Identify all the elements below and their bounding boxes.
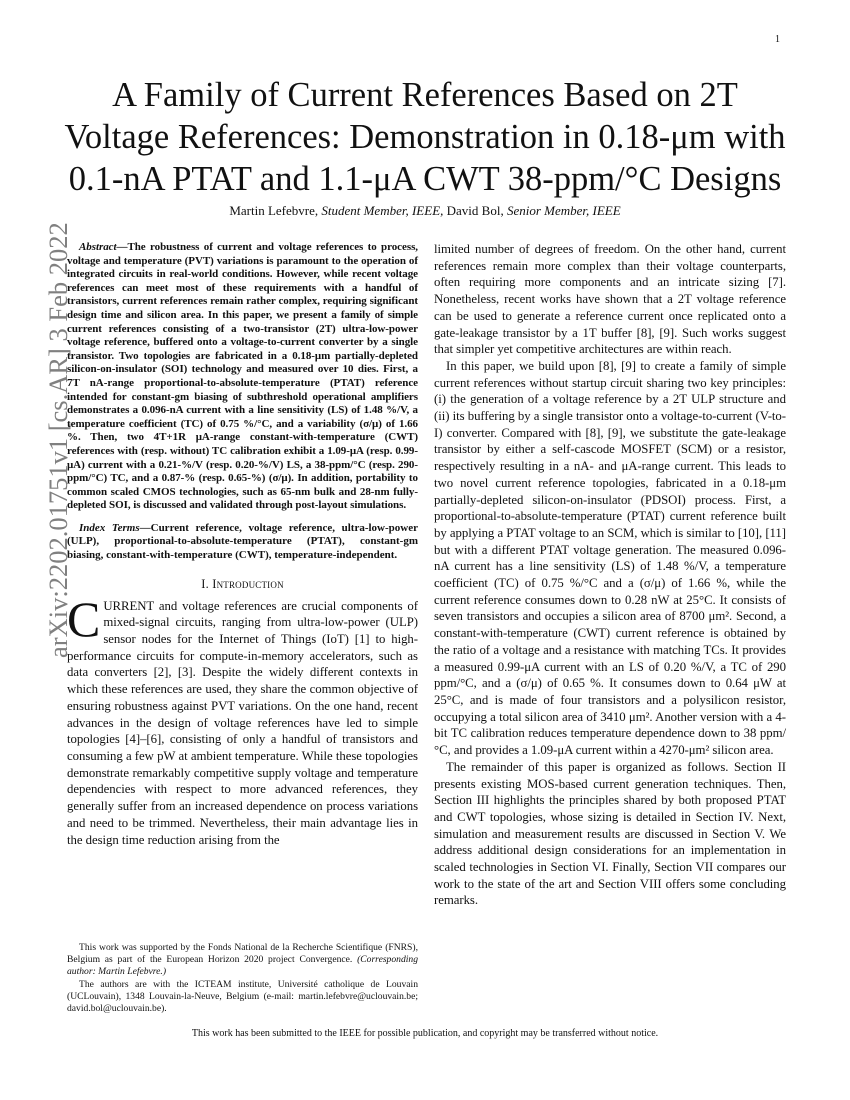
index-terms [67, 522, 418, 563]
intro-paragraph [67, 590, 418, 849]
author-membership: Student Member, IEEE, [321, 203, 444, 218]
index-terms-label: Index Terms [79, 521, 140, 534]
body-paragraph: The remainder of this paper is organized as follows. Section II presents existing MOS-based current generation techniques. Then, Section III highlights the principles shared by both proposed PTAT and CWT topologies, whose sizing is detailed in Section IV. Next, simulation and measurement results are discussed in Section V. We address additional design considerations for an implementation in scaled technologies in Section VI. Finally, Section VII compares our work to the state of the art and Section VIII offers some concluding remarks. [434, 759, 786, 908]
section-heading: I. Introduction [201, 576, 284, 591]
author-name: David Bol, [446, 203, 504, 218]
paper-title: A Family of Current References Based on 2T Voltage References: Demonstration in 0.18-μm with 0.1-nA PTAT and 1.1-μA CWT 38-ppm/°C Designs [64, 76, 786, 198]
funding-footnote-text: This work was supported by the Fonds National de la Recherche Scientifique (FNRS), Belgium as part of the European Horizon 2020 project Convergence. [67, 942, 418, 965]
abstract-text: —The robustness of current and voltage references to process, voltage and temperature (PVT) variations is paramount to the operation of integrated circuits in real-world conditions. However, while recent voltage references can meet most of these requirements with a handful of transistors, current references remain rather complex, requiring significant design time and silicon area. In this paper, we present a family of simple current references consisting of a two-transistor (2T) ultra-low-power voltage reference, buffered onto a voltage-to-current converter by a single transistor. Two topologies are fabricated in a 0.18-μm partially-depleted silicon-on-insulator (SOI) technology and measured over 10 dies. First, a 7T nA-range proportional-to-absolute-temperature (PTAT) reference intended for constant-gm biasing of subthreshold operational amplifiers demonstrates a 0.096-nA current with a line sensitivity (LS) of 1.48 %/V, a temperature coefficient (TC) of 0.75 %/°C, and a variability (σ/μ) of 1.66 %. Then, two 4T+1R μA-range constant-with-temperature (CWT) references with (resp. without) TC calibration exhibit a 1.09-μA (resp. 0.99-μA) current with a 0.21-%/V (resp. 0.20-%/V) LS, a 38-ppm/°C (resp. 290-ppm/°C) TC, and a 0.87-% (resp. 0.65-%) (σ/μ). In addition, portability to common scaled CMOS technologies, such as 65-nm bulk and 28-nm fully-depleted SOI, is discussed and validated through post-layout simulations. [67, 241, 418, 512]
footnotes [67, 942, 418, 1015]
abstract-label: Abstract [79, 241, 117, 253]
author-line [60, 203, 790, 219]
page-number: 1 [775, 34, 780, 45]
affiliation-footnote: The authors are with the ICTEAM institute, Université catholique de Louvain (UCLouvain), 1348 Louvain-la-Neuve, Belgium (e-mail: martin.lefebvre@uclouvain.be; david.bol@uclouvain.be). [67, 979, 418, 1014]
copyright-footer: This work has been submitted to the IEEE for possible publication, and copyright may be transferred without notice. [191, 1028, 659, 1039]
index-terms-text: —Current reference, voltage reference, ultra-low-power (ULP), proportional-to-absolute-temperature (PTAT), constant-gm biasing, constant-with-temperature (CWT), temperature-independent. [67, 521, 418, 562]
intro-paragraph-text: URRENT and voltage references are crucial components of mixed-signal circuits, ranging from ultra-low-power (ULP) sensor nodes for the Internet of Things (IoT) [1] to high-performance circuits for compute-in-memory accelerators, such as data converters [2], [3]. Despite the widely different contexts in which these references are used, they share the common objective of ensuring robustness against PVT variations. On the one hand, recent advances in the design of voltage references have led to simple topologies [4]–[6], consisting of only a handful of transistors and consuming a few pW at ambient temperature. While these topologies demonstrate remarkably competitive supply voltage and temperature dependencies with respect to more advanced references, they generally suffer from an increased dependence on process variations and need to be trimmed. Nevertheless, their main advantage lies in the design time reduction arising from the [67, 598, 418, 847]
body-paragraph: In this paper, we build upon [8], [9] to create a family of simple current references without startup circuit sharing two key principles: (i) the generation of a voltage reference by a 2T ULP structure and (ii) its buffering by a single transistor onto a voltage-to-current (V-to-I) converter. Compared with [8], [9], we substitute the gate-leakage transistor by either a self-cascode MOSFET (SCM) or a resistor, respectively resulting in a nA- and μA-range current. This leads to two novel current reference topologies, fabricated in a 0.18-μm partially-depleted silicon-on-insulator (PDSOI) process. First, a proportional-to-absolute-temperature (PTAT) current reference built by applying a PTAT voltage to an SCM, which is similar to [10], [11] but with a different PTAT voltage generation. The measured 0.096-nA current has a line sensitivity (LS) of 1.48 %/V, a temperature coefficient (TC) of 0.75 %/°C and a (σ/μ) of 1.66 %, while the current reference consumes down to 0.28 nW at 25°C. It consists of seven transistors and occupies a silicon area of 8700 μm². Second, a constant-with-temperature (CWT) current reference is obtained by the ratio of a voltage and a resistance with matching TCs. It provides a measured 0.99-μA current with an LS of 0.20 %/V, a TC of 290 ppm/°C, and a (σ/μ) of 0.65 %. It consumes down to 0.64 μW at 25°C, and is made of four transistors and a polysilicon resistor, occupying a total silicon area of 3410 μm². Another version with a 4-bit TC calibration reduces temperature dependence down to 38 ppm/°C, and provides a 1.09-μA current within a 4270-μm² silicon area. [434, 358, 786, 758]
right-column [434, 241, 786, 909]
author-membership: Senior Member, IEEE [506, 203, 621, 218]
author-name: Martin Lefebvre, [229, 203, 319, 218]
drop-cap: C [67, 590, 101, 647]
left-column [67, 241, 418, 848]
body-paragraph: limited number of degrees of freedom. On the other hand, current references remain more complex than their voltage counterparts, often requiring more components and an intricate sizing [7]. Nonetheless, recent works have shown that a 2T voltage reference can be used to generate a reference current once replicated onto a gate-leakage transistor by a 1T buffer [8], [9]. Such works suggest that simpler yet competitive architectures are within reach. [434, 242, 786, 357]
arxiv-identifier-stamp[interactable]: arXiv:2202.01751v1 [cs.AR] 3 Feb 2022 [43, 222, 73, 658]
abstract [67, 241, 418, 513]
corresponding-author-note: (Corresponding author: Martin Lefebvre.) [67, 953, 419, 977]
funding-footnote [67, 942, 418, 977]
